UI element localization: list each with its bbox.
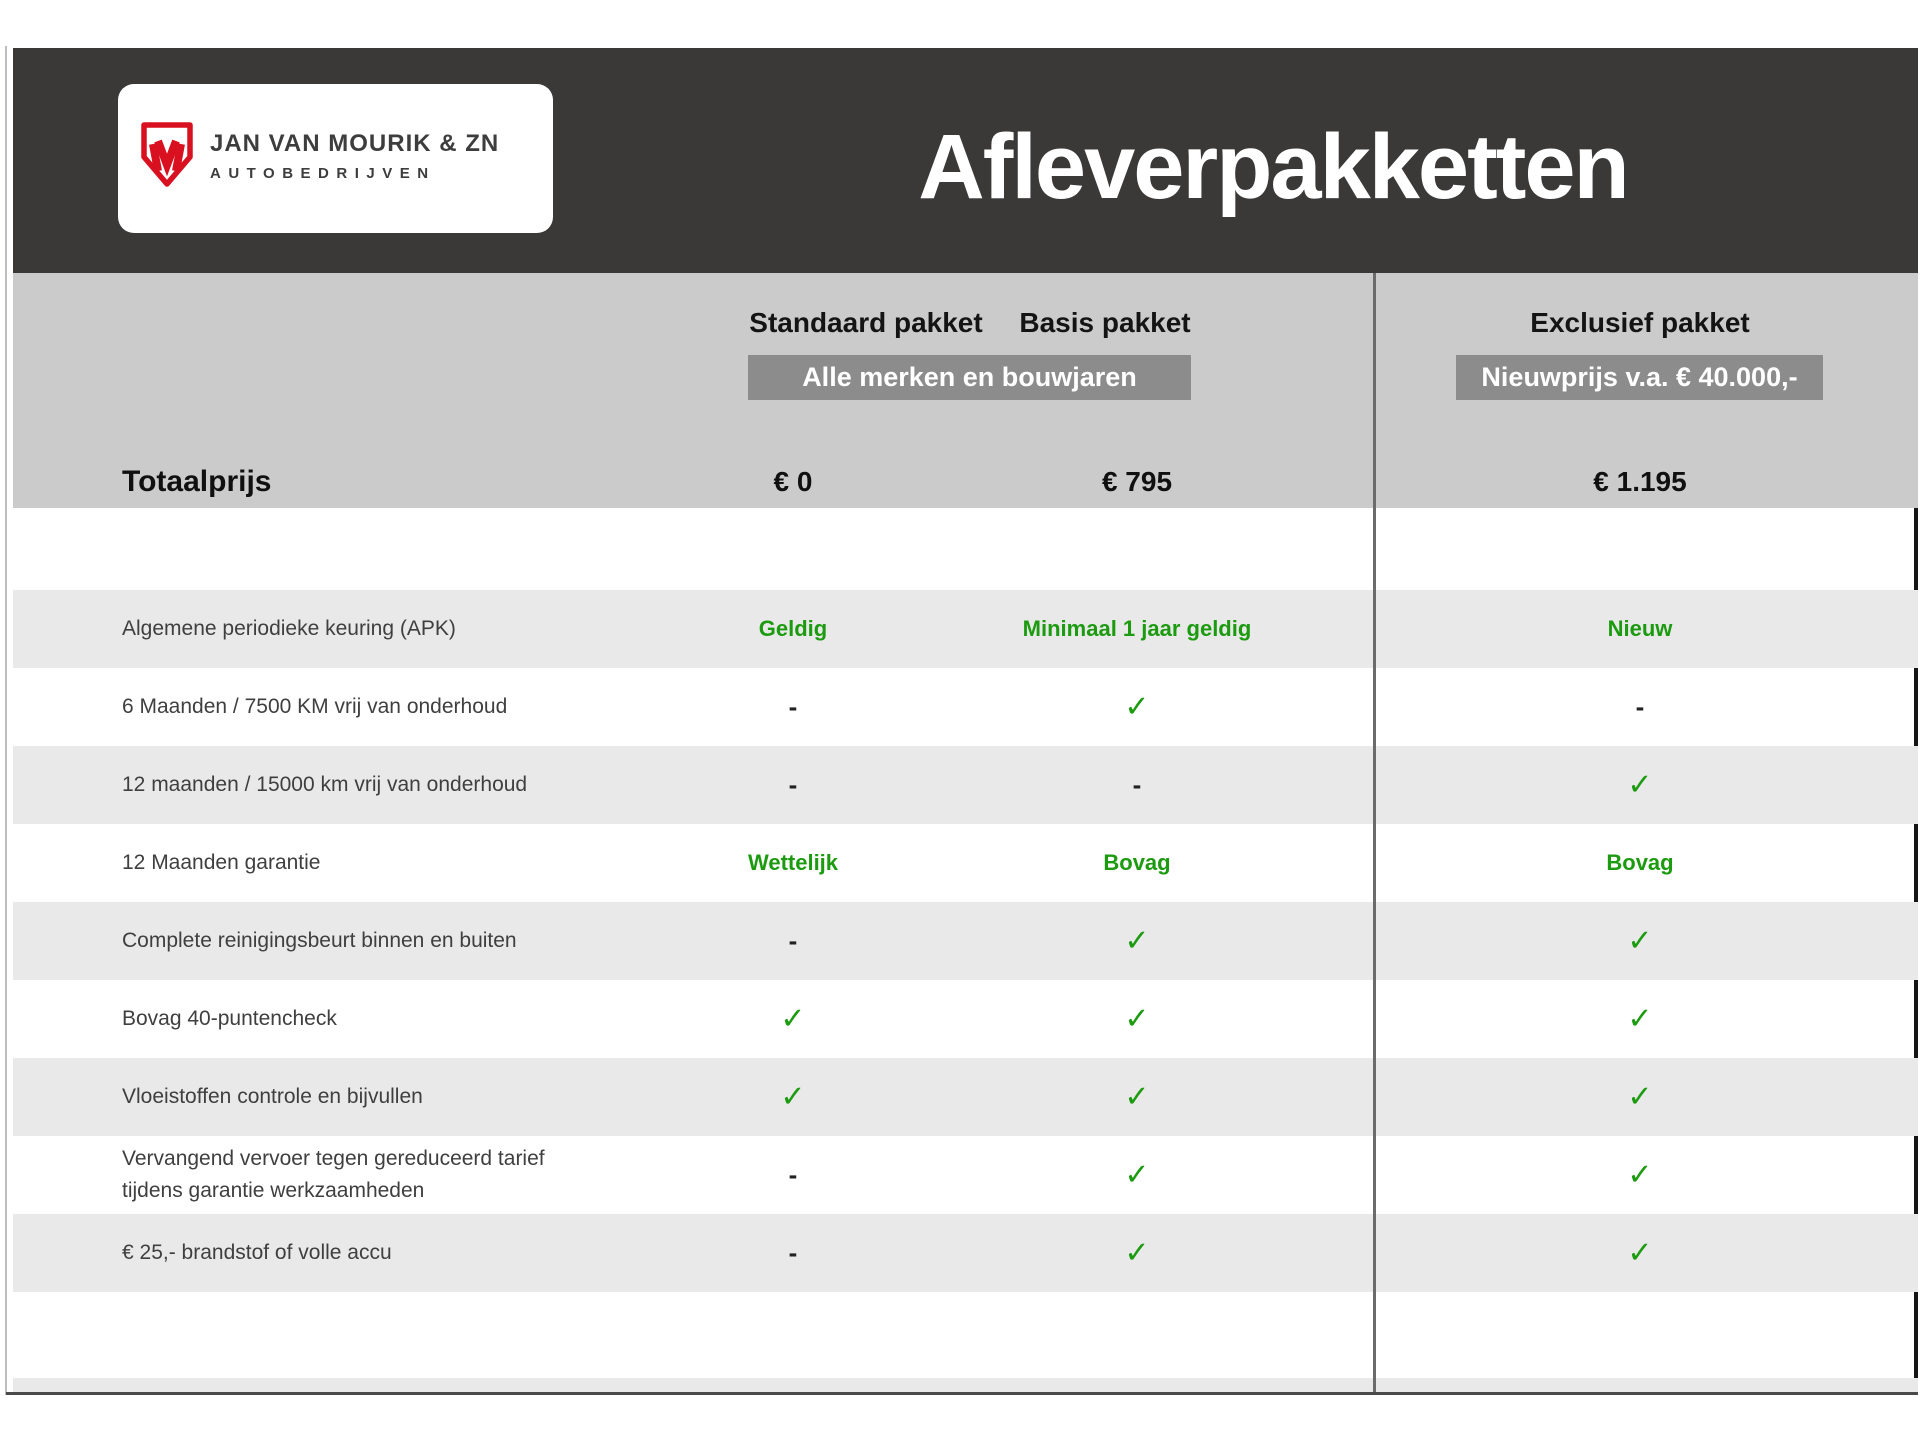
bottom-stripe-sliver [13,1378,1918,1392]
total-price-basis: € 795 [1101,466,1173,497]
cell-standaard: Geldig [758,616,828,641]
cell-exclusief: ✓ [1627,924,1653,958]
exclusief-column-divider [1373,273,1376,1393]
cell-exclusief: ✓ [1627,1080,1653,1114]
cell-basis: ✓ [1124,1002,1150,1036]
row-label: 12 Maanden garantie [122,851,321,874]
package-band [13,273,1918,508]
left-hairline [5,46,7,1395]
table-row [13,668,1918,746]
row-label: Complete reinigingsbeurt binnen en buiten [122,929,517,952]
table-row [13,902,1918,980]
cell-exclusief: Bovag [1606,850,1674,875]
page-title: Afleverpakketten [918,116,1628,218]
table-row [13,746,1918,824]
cell-standaard: ✓ [780,1080,806,1114]
cell-basis: - [1132,769,1142,800]
logo-shield-icon [136,120,198,190]
banner [13,48,1918,273]
cell-exclusief: ✓ [1627,768,1653,802]
cell-standaard: - [788,769,798,800]
table-row [13,980,1918,1058]
table-row [13,1058,1918,1136]
cell-standaard: Wettelijk [747,850,839,875]
table-row [13,1214,1918,1292]
cell-standaard: - [788,1159,798,1190]
feature-table [13,590,1918,1292]
total-price-standaard: € 0 [773,466,813,497]
row-label: Algemene periodieke keuring (APK) [122,617,456,640]
cell-basis: Minimaal 1 jaar geldig [1022,616,1252,641]
cell-standaard: - [788,1237,798,1268]
cell-standaard: ✓ [780,1002,806,1036]
column-header-basis: Basis pakket [1019,307,1191,338]
total-price-label: Totaalprijs [122,465,272,498]
column-header-standaard: Standaard pakket [749,307,983,338]
row-label: 6 Maanden / 7500 KM vrij van onderhoud [122,695,508,718]
cell-basis: ✓ [1124,690,1150,724]
table-row [13,824,1918,902]
cell-exclusief: Nieuw [1607,616,1673,641]
cell-basis: ✓ [1124,1236,1150,1270]
cell-exclusief: ✓ [1627,1158,1653,1192]
row-label: € 25,- brandstof of volle accu [122,1241,392,1264]
badge-nieuwprijs: Nieuwprijs v.a. € 40.000,- [1456,355,1823,400]
brand-name: JAN VAN MOURIK & ZN [210,130,500,157]
total-price-exclusief: € 1.195 [1593,466,1687,497]
cell-basis: ✓ [1124,1158,1150,1192]
cell-standaard: - [788,691,798,722]
badge-alle-merken: Alle merken en bouwjaren [748,355,1191,400]
bottom-rule [6,1392,1918,1395]
row-label: Bovag 40-puntencheck [122,1007,337,1030]
row-label: 12 maanden / 15000 km vrij van onderhoud [122,773,528,796]
table-row [13,590,1918,668]
row-label: Vloeistoffen controle en bijvullen [122,1085,423,1108]
cell-exclusief: - [1635,691,1645,722]
brand-subtitle: AUTOBEDRIJVEN [210,165,436,182]
company-logo [118,84,553,233]
cell-exclusief: ✓ [1627,1002,1653,1036]
cell-basis: ✓ [1124,1080,1150,1114]
column-header-exclusief: Exclusief pakket [1530,307,1750,338]
table-row [13,1136,1918,1214]
cell-exclusief: ✓ [1627,1236,1653,1270]
cell-basis: ✓ [1124,924,1150,958]
cell-basis: Bovag [1103,850,1171,875]
cell-standaard: - [788,925,798,956]
brand-text [210,130,499,182]
row-label: Vervangend vervoer tegen gereduceerd tarief tijdens garantie werkzaamheden [122,1147,545,1202]
